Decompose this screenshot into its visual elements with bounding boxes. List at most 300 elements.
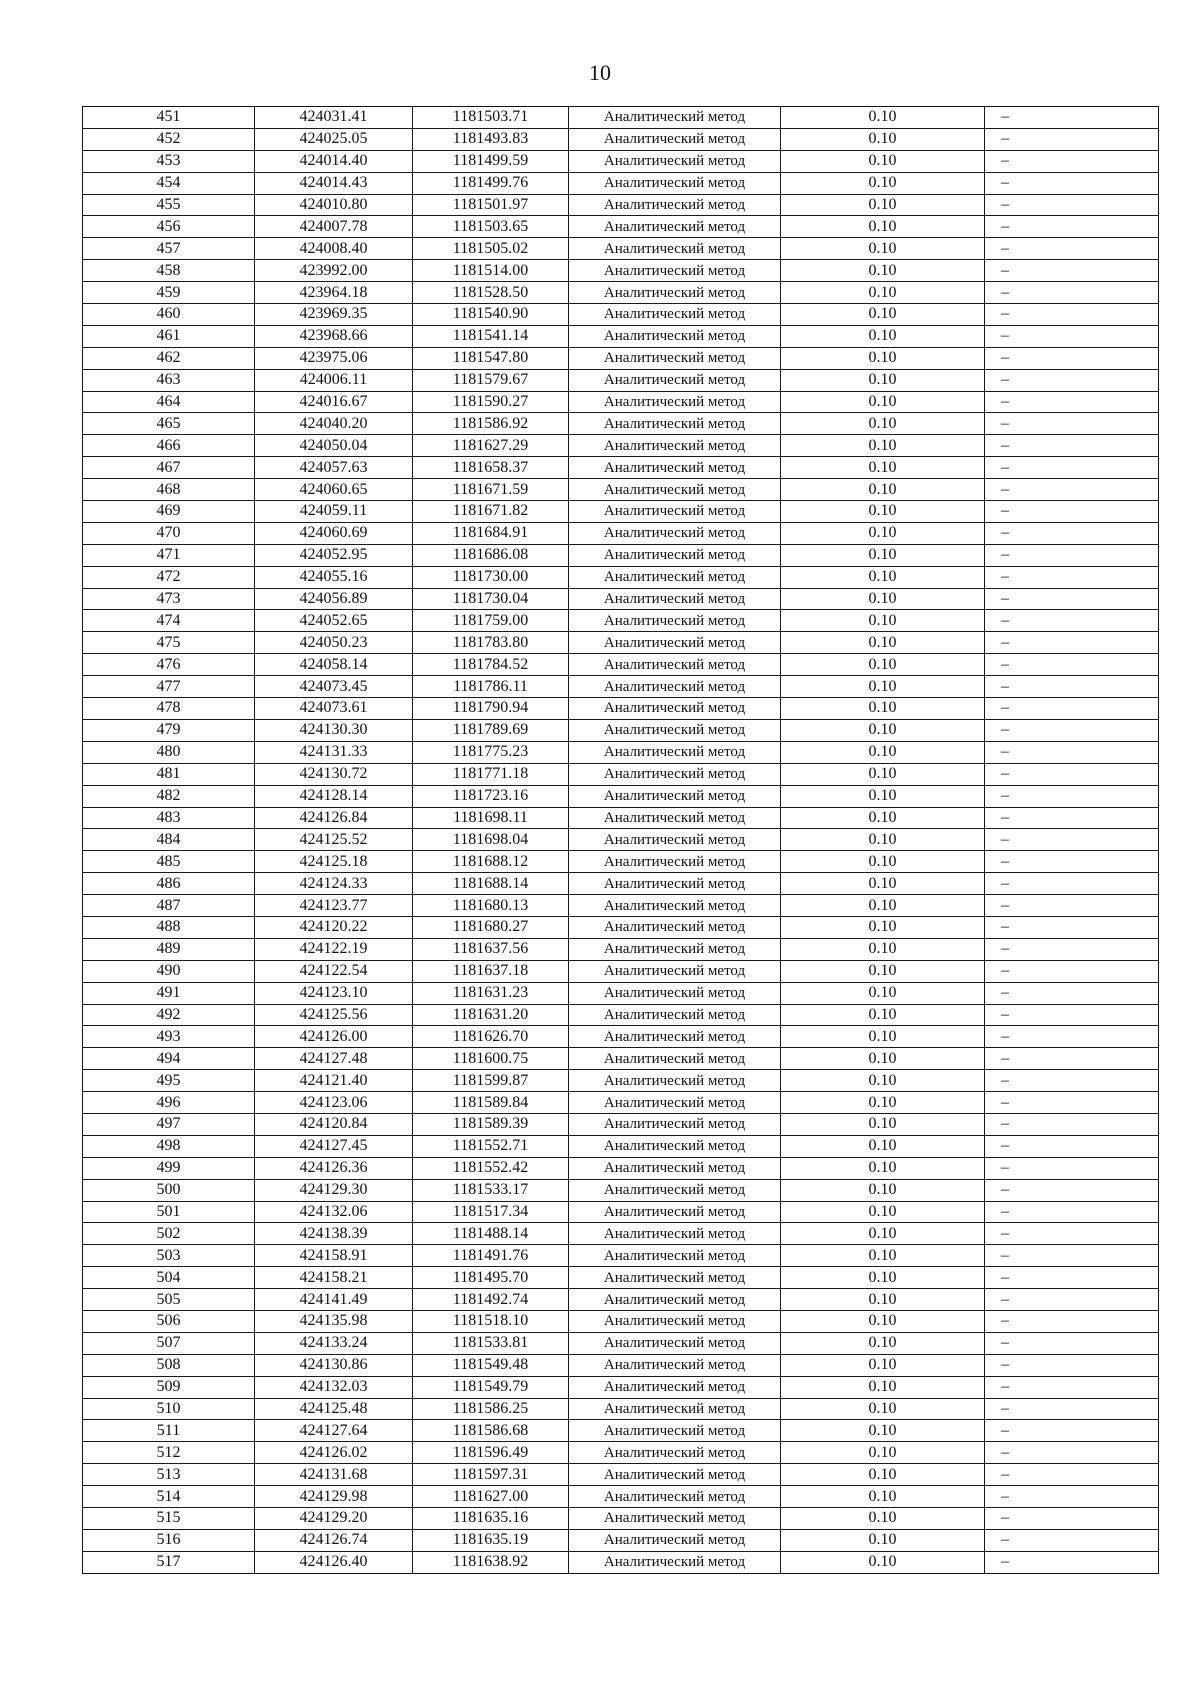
precision-cell: 0.10: [781, 347, 985, 369]
point-number-cell: 456: [83, 216, 255, 238]
table-row: [83, 522, 1159, 544]
y-coordinate-cell: 1181517.34: [413, 1201, 569, 1223]
point-number-cell: 501: [83, 1201, 255, 1223]
y-coordinate-cell: 1181686.08: [413, 544, 569, 566]
table-row: [83, 873, 1159, 895]
method-cell: Аналитический метод: [569, 1070, 781, 1092]
table-row: [83, 150, 1159, 172]
x-coordinate-cell: 424120.22: [255, 916, 413, 938]
method-cell: Аналитический метод: [569, 369, 781, 391]
note-cell: –: [985, 829, 1159, 851]
note-cell: –: [985, 435, 1159, 457]
x-coordinate-cell: 424126.84: [255, 807, 413, 829]
method-cell: Аналитический метод: [569, 216, 781, 238]
y-coordinate-cell: 1181514.00: [413, 260, 569, 282]
precision-cell: 0.10: [781, 107, 985, 129]
y-coordinate-cell: 1181599.87: [413, 1070, 569, 1092]
note-cell: –: [985, 1464, 1159, 1486]
x-coordinate-cell: 424050.04: [255, 435, 413, 457]
method-cell: Аналитический метод: [569, 960, 781, 982]
coordinates-table: [82, 106, 1159, 1574]
point-number-cell: 507: [83, 1332, 255, 1354]
y-coordinate-cell: 1181492.74: [413, 1289, 569, 1311]
note-cell: –: [985, 457, 1159, 479]
table-row: [83, 1070, 1159, 1092]
method-cell: Аналитический метод: [569, 610, 781, 632]
precision-cell: 0.10: [781, 1486, 985, 1508]
precision-cell: 0.10: [781, 128, 985, 150]
table-row: [83, 501, 1159, 523]
method-cell: Аналитический метод: [569, 282, 781, 304]
y-coordinate-cell: 1181680.13: [413, 895, 569, 917]
point-number-cell: 497: [83, 1113, 255, 1135]
point-number-cell: 458: [83, 260, 255, 282]
method-cell: Аналитический метод: [569, 719, 781, 741]
table-row: [83, 829, 1159, 851]
y-coordinate-cell: 1181549.79: [413, 1376, 569, 1398]
method-cell: Аналитический метод: [569, 982, 781, 1004]
point-number-cell: 480: [83, 741, 255, 763]
table-row: [83, 807, 1159, 829]
x-coordinate-cell: 424125.52: [255, 829, 413, 851]
precision-cell: 0.10: [781, 369, 985, 391]
point-number-cell: 499: [83, 1157, 255, 1179]
note-cell: –: [985, 347, 1159, 369]
point-number-cell: 455: [83, 194, 255, 216]
point-number-cell: 503: [83, 1245, 255, 1267]
precision-cell: 0.10: [781, 632, 985, 654]
y-coordinate-cell: 1181518.10: [413, 1310, 569, 1332]
precision-cell: 0.10: [781, 260, 985, 282]
note-cell: –: [985, 1113, 1159, 1135]
table-row: [83, 260, 1159, 282]
note-cell: –: [985, 895, 1159, 917]
precision-cell: 0.10: [781, 1267, 985, 1289]
table-row: [83, 588, 1159, 610]
y-coordinate-cell: 1181495.70: [413, 1267, 569, 1289]
point-number-cell: 460: [83, 304, 255, 326]
table-row: [83, 1310, 1159, 1332]
y-coordinate-cell: 1181635.16: [413, 1508, 569, 1530]
x-coordinate-cell: 424058.14: [255, 654, 413, 676]
y-coordinate-cell: 1181789.69: [413, 719, 569, 741]
x-coordinate-cell: 424006.11: [255, 369, 413, 391]
precision-cell: 0.10: [781, 1048, 985, 1070]
y-coordinate-cell: 1181627.00: [413, 1486, 569, 1508]
table-row: [83, 763, 1159, 785]
x-coordinate-cell: 424126.74: [255, 1529, 413, 1551]
point-number-cell: 461: [83, 325, 255, 347]
method-cell: Аналитический метод: [569, 1508, 781, 1530]
table-row: [83, 1354, 1159, 1376]
precision-cell: 0.10: [781, 829, 985, 851]
table-row: [83, 391, 1159, 413]
note-cell: –: [985, 1179, 1159, 1201]
method-cell: Аналитический метод: [569, 1464, 781, 1486]
table-row: [83, 1113, 1159, 1135]
point-number-cell: 506: [83, 1310, 255, 1332]
method-cell: Аналитический метод: [569, 1048, 781, 1070]
note-cell: –: [985, 873, 1159, 895]
table-row: [83, 413, 1159, 435]
point-number-cell: 484: [83, 829, 255, 851]
x-coordinate-cell: 424125.56: [255, 1004, 413, 1026]
y-coordinate-cell: 1181552.71: [413, 1135, 569, 1157]
table-row: [83, 1551, 1159, 1573]
x-coordinate-cell: 424124.33: [255, 873, 413, 895]
method-cell: Аналитический метод: [569, 807, 781, 829]
note-cell: –: [985, 216, 1159, 238]
point-number-cell: 466: [83, 435, 255, 457]
precision-cell: 0.10: [781, 610, 985, 632]
note-cell: –: [985, 325, 1159, 347]
y-coordinate-cell: 1181503.65: [413, 216, 569, 238]
method-cell: Аналитический метод: [569, 829, 781, 851]
table-row: [83, 1376, 1159, 1398]
y-coordinate-cell: 1181579.67: [413, 369, 569, 391]
x-coordinate-cell: 424125.18: [255, 851, 413, 873]
y-coordinate-cell: 1181596.49: [413, 1442, 569, 1464]
table-row: [83, 238, 1159, 260]
y-coordinate-cell: 1181627.29: [413, 435, 569, 457]
note-cell: –: [985, 1048, 1159, 1070]
precision-cell: 0.10: [781, 566, 985, 588]
table-row: [83, 1289, 1159, 1311]
table-row: [83, 1004, 1159, 1026]
note-cell: –: [985, 238, 1159, 260]
table-row: [83, 632, 1159, 654]
precision-cell: 0.10: [781, 1223, 985, 1245]
note-cell: –: [985, 1420, 1159, 1442]
y-coordinate-cell: 1181784.52: [413, 654, 569, 676]
note-cell: –: [985, 1398, 1159, 1420]
point-number-cell: 508: [83, 1354, 255, 1376]
y-coordinate-cell: 1181723.16: [413, 785, 569, 807]
x-coordinate-cell: 424010.80: [255, 194, 413, 216]
method-cell: Аналитический метод: [569, 763, 781, 785]
precision-cell: 0.10: [781, 1289, 985, 1311]
precision-cell: 0.10: [781, 479, 985, 501]
method-cell: Аналитический метод: [569, 916, 781, 938]
note-cell: –: [985, 938, 1159, 960]
point-number-cell: 510: [83, 1398, 255, 1420]
y-coordinate-cell: 1181698.11: [413, 807, 569, 829]
note-cell: –: [985, 1376, 1159, 1398]
precision-cell: 0.10: [781, 325, 985, 347]
table-row: [83, 435, 1159, 457]
x-coordinate-cell: 424158.91: [255, 1245, 413, 1267]
note-cell: –: [985, 501, 1159, 523]
point-number-cell: 453: [83, 150, 255, 172]
method-cell: Аналитический метод: [569, 1026, 781, 1048]
method-cell: Аналитический метод: [569, 1135, 781, 1157]
precision-cell: 0.10: [781, 1026, 985, 1048]
precision-cell: 0.10: [781, 1092, 985, 1114]
method-cell: Аналитический метод: [569, 260, 781, 282]
x-coordinate-cell: 424127.45: [255, 1135, 413, 1157]
table-row: [83, 719, 1159, 741]
method-cell: Аналитический метод: [569, 1267, 781, 1289]
method-cell: Аналитический метод: [569, 391, 781, 413]
table-row: [83, 347, 1159, 369]
method-cell: Аналитический метод: [569, 873, 781, 895]
x-coordinate-cell: 424031.41: [255, 107, 413, 129]
x-coordinate-cell: 424008.40: [255, 238, 413, 260]
x-coordinate-cell: 424057.63: [255, 457, 413, 479]
note-cell: –: [985, 1070, 1159, 1092]
y-coordinate-cell: 1181505.02: [413, 238, 569, 260]
y-coordinate-cell: 1181501.97: [413, 194, 569, 216]
x-coordinate-cell: 424141.49: [255, 1289, 413, 1311]
precision-cell: 0.10: [781, 172, 985, 194]
table-row: [83, 1420, 1159, 1442]
method-cell: Аналитический метод: [569, 172, 781, 194]
y-coordinate-cell: 1181586.92: [413, 413, 569, 435]
point-number-cell: 515: [83, 1508, 255, 1530]
x-coordinate-cell: 424131.68: [255, 1464, 413, 1486]
precision-cell: 0.10: [781, 1004, 985, 1026]
precision-cell: 0.10: [781, 719, 985, 741]
method-cell: Аналитический метод: [569, 150, 781, 172]
point-number-cell: 478: [83, 698, 255, 720]
point-number-cell: 514: [83, 1486, 255, 1508]
method-cell: Аналитический метод: [569, 1354, 781, 1376]
x-coordinate-cell: 424123.06: [255, 1092, 413, 1114]
note-cell: –: [985, 1442, 1159, 1464]
point-number-cell: 462: [83, 347, 255, 369]
x-coordinate-cell: 424135.98: [255, 1310, 413, 1332]
note-cell: –: [985, 413, 1159, 435]
precision-cell: 0.10: [781, 1245, 985, 1267]
table-row: [83, 107, 1159, 129]
x-coordinate-cell: 424052.65: [255, 610, 413, 632]
note-cell: –: [985, 1289, 1159, 1311]
precision-cell: 0.10: [781, 216, 985, 238]
method-cell: Аналитический метод: [569, 1310, 781, 1332]
note-cell: –: [985, 1310, 1159, 1332]
method-cell: Аналитический метод: [569, 698, 781, 720]
table-row: [83, 566, 1159, 588]
table-row: [83, 172, 1159, 194]
point-number-cell: 485: [83, 851, 255, 873]
table-row: [83, 1508, 1159, 1530]
x-coordinate-cell: 423992.00: [255, 260, 413, 282]
note-cell: –: [985, 1004, 1159, 1026]
x-coordinate-cell: 424060.65: [255, 479, 413, 501]
note-cell: –: [985, 807, 1159, 829]
method-cell: Аналитический метод: [569, 107, 781, 129]
table-row: [83, 216, 1159, 238]
table-row: [83, 1179, 1159, 1201]
note-cell: –: [985, 1486, 1159, 1508]
note-cell: –: [985, 982, 1159, 1004]
note-cell: –: [985, 588, 1159, 610]
method-cell: Аналитический метод: [569, 676, 781, 698]
table-row: [83, 895, 1159, 917]
precision-cell: 0.10: [781, 698, 985, 720]
note-cell: –: [985, 479, 1159, 501]
point-number-cell: 495: [83, 1070, 255, 1092]
precision-cell: 0.10: [781, 1442, 985, 1464]
x-coordinate-cell: 424130.30: [255, 719, 413, 741]
x-coordinate-cell: 424129.30: [255, 1179, 413, 1201]
table-row: [83, 1092, 1159, 1114]
y-coordinate-cell: 1181759.00: [413, 610, 569, 632]
note-cell: –: [985, 282, 1159, 304]
note-cell: –: [985, 1267, 1159, 1289]
x-coordinate-cell: 424055.16: [255, 566, 413, 588]
y-coordinate-cell: 1181635.19: [413, 1529, 569, 1551]
y-coordinate-cell: 1181547.80: [413, 347, 569, 369]
y-coordinate-cell: 1181771.18: [413, 763, 569, 785]
point-number-cell: 511: [83, 1420, 255, 1442]
point-number-cell: 463: [83, 369, 255, 391]
point-number-cell: 513: [83, 1464, 255, 1486]
precision-cell: 0.10: [781, 435, 985, 457]
x-coordinate-cell: 424073.45: [255, 676, 413, 698]
x-coordinate-cell: 424016.67: [255, 391, 413, 413]
y-coordinate-cell: 1181626.70: [413, 1026, 569, 1048]
x-coordinate-cell: 424007.78: [255, 216, 413, 238]
x-coordinate-cell: 423975.06: [255, 347, 413, 369]
precision-cell: 0.10: [781, 982, 985, 1004]
point-number-cell: 454: [83, 172, 255, 194]
precision-cell: 0.10: [781, 1157, 985, 1179]
y-coordinate-cell: 1181533.81: [413, 1332, 569, 1354]
method-cell: Аналитический метод: [569, 1179, 781, 1201]
precision-cell: 0.10: [781, 457, 985, 479]
method-cell: Аналитический метод: [569, 785, 781, 807]
x-coordinate-cell: 424126.40: [255, 1551, 413, 1573]
note-cell: –: [985, 391, 1159, 413]
note-cell: –: [985, 1508, 1159, 1530]
point-number-cell: 451: [83, 107, 255, 129]
point-number-cell: 493: [83, 1026, 255, 1048]
table-row: [83, 1157, 1159, 1179]
x-coordinate-cell: 424128.14: [255, 785, 413, 807]
y-coordinate-cell: 1181552.42: [413, 1157, 569, 1179]
y-coordinate-cell: 1181589.39: [413, 1113, 569, 1135]
table-row: [83, 916, 1159, 938]
table-row: [83, 1201, 1159, 1223]
method-cell: Аналитический метод: [569, 938, 781, 960]
table-row: [83, 1442, 1159, 1464]
precision-cell: 0.10: [781, 807, 985, 829]
y-coordinate-cell: 1181540.90: [413, 304, 569, 326]
table-row: [83, 1267, 1159, 1289]
table-row: [83, 457, 1159, 479]
note-cell: –: [985, 1551, 1159, 1573]
y-coordinate-cell: 1181671.82: [413, 501, 569, 523]
point-number-cell: 470: [83, 522, 255, 544]
method-cell: Аналитический метод: [569, 544, 781, 566]
y-coordinate-cell: 1181671.59: [413, 479, 569, 501]
point-number-cell: 498: [83, 1135, 255, 1157]
method-cell: Аналитический метод: [569, 1398, 781, 1420]
method-cell: Аналитический метод: [569, 1332, 781, 1354]
x-coordinate-cell: 424133.24: [255, 1332, 413, 1354]
x-coordinate-cell: 424123.77: [255, 895, 413, 917]
y-coordinate-cell: 1181631.23: [413, 982, 569, 1004]
x-coordinate-cell: 424052.95: [255, 544, 413, 566]
point-number-cell: 476: [83, 654, 255, 676]
note-cell: –: [985, 522, 1159, 544]
note-cell: –: [985, 654, 1159, 676]
method-cell: Аналитический метод: [569, 741, 781, 763]
y-coordinate-cell: 1181698.04: [413, 829, 569, 851]
y-coordinate-cell: 1181541.14: [413, 325, 569, 347]
note-cell: –: [985, 172, 1159, 194]
method-cell: Аналитический метод: [569, 851, 781, 873]
precision-cell: 0.10: [781, 895, 985, 917]
point-number-cell: 491: [83, 982, 255, 1004]
method-cell: Аналитический метод: [569, 1420, 781, 1442]
table-row: [83, 851, 1159, 873]
point-number-cell: 481: [83, 763, 255, 785]
precision-cell: 0.10: [781, 763, 985, 785]
method-cell: Аналитический метод: [569, 1004, 781, 1026]
point-number-cell: 477: [83, 676, 255, 698]
x-coordinate-cell: 424060.69: [255, 522, 413, 544]
point-number-cell: 459: [83, 282, 255, 304]
table-row: [83, 282, 1159, 304]
y-coordinate-cell: 1181688.12: [413, 851, 569, 873]
point-number-cell: 509: [83, 1376, 255, 1398]
y-coordinate-cell: 1181499.76: [413, 172, 569, 194]
precision-cell: 0.10: [781, 676, 985, 698]
y-coordinate-cell: 1181488.14: [413, 1223, 569, 1245]
method-cell: Аналитический метод: [569, 1113, 781, 1135]
point-number-cell: 516: [83, 1529, 255, 1551]
y-coordinate-cell: 1181491.76: [413, 1245, 569, 1267]
y-coordinate-cell: 1181730.00: [413, 566, 569, 588]
method-cell: Аналитический метод: [569, 566, 781, 588]
table-row: [83, 1486, 1159, 1508]
table-row: [83, 676, 1159, 698]
method-cell: Аналитический метод: [569, 501, 781, 523]
table-row: [83, 938, 1159, 960]
precision-cell: 0.10: [781, 1529, 985, 1551]
precision-cell: 0.10: [781, 304, 985, 326]
point-number-cell: 486: [83, 873, 255, 895]
table-row: [83, 544, 1159, 566]
note-cell: –: [985, 1157, 1159, 1179]
y-coordinate-cell: 1181730.04: [413, 588, 569, 610]
table-row: [83, 1026, 1159, 1048]
method-cell: Аналитический метод: [569, 1551, 781, 1573]
precision-cell: 0.10: [781, 873, 985, 895]
x-coordinate-cell: 424059.11: [255, 501, 413, 523]
table-row: [83, 194, 1159, 216]
precision-cell: 0.10: [781, 1135, 985, 1157]
y-coordinate-cell: 1181586.68: [413, 1420, 569, 1442]
note-cell: –: [985, 1245, 1159, 1267]
x-coordinate-cell: 424131.33: [255, 741, 413, 763]
precision-cell: 0.10: [781, 1376, 985, 1398]
precision-cell: 0.10: [781, 1201, 985, 1223]
table-row: [83, 1529, 1159, 1551]
note-cell: –: [985, 851, 1159, 873]
table-row: [83, 1464, 1159, 1486]
x-coordinate-cell: 424130.72: [255, 763, 413, 785]
note-cell: –: [985, 741, 1159, 763]
note-cell: –: [985, 1223, 1159, 1245]
table-row: [83, 982, 1159, 1004]
x-coordinate-cell: 424126.36: [255, 1157, 413, 1179]
y-coordinate-cell: 1181493.83: [413, 128, 569, 150]
x-coordinate-cell: 424123.10: [255, 982, 413, 1004]
y-coordinate-cell: 1181680.27: [413, 916, 569, 938]
